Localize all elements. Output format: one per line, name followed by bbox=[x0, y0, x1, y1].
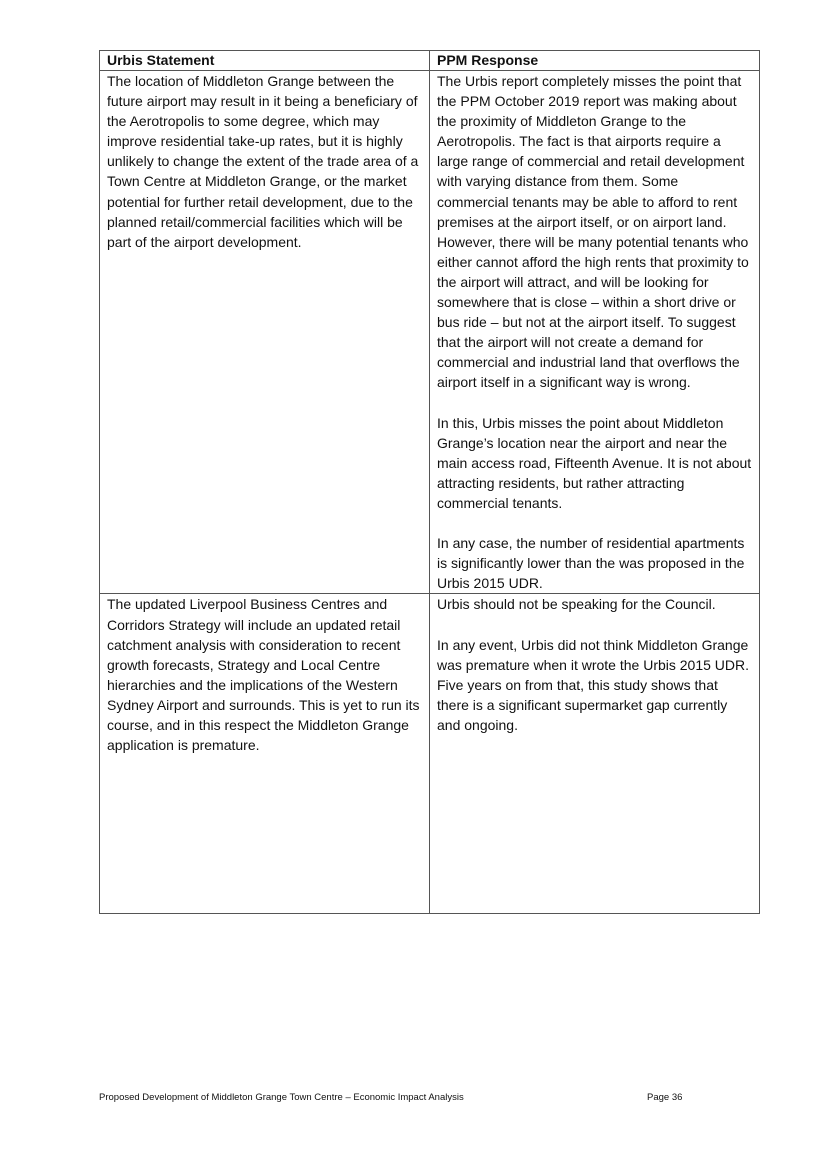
response-paragraph: In any event, Urbis did not think Middleton Grange was premature when it wrote the Urbis 2015 UDR. Five years on from that, this study shows that there is a significant supermarket gap currently and ongoing. bbox=[437, 636, 750, 733]
ppm-response-cell bbox=[430, 71, 760, 594]
response-paragraph: In any case, the number of residential apartments is significantly lower than the was proposed in the Urbis 2015 UDR. bbox=[437, 535, 745, 592]
response-paragraph: Urbis should not be speaking for the Council. bbox=[437, 596, 716, 613]
response-paragraph: The Urbis report completely misses the point that the PPM October 2019 report was making about the proximity of Middleton Grange to the Aerotropolis. The fact is that airports require a large range of commercial and retail development with varying distance from them. Some commercial tenants may be able to afford to rent premises at the airport itself, or on airport land. However, there will be many potential tenants who either cannot afford the high rents that proximity to the airport will attract, and will be looking for somewhere that is close – within a short drive or bus ride – but not at the airport itself. To suggest that the airport will not create a demand for commercial and industrial land that overflows the airport itself in a significant way is wrong. bbox=[437, 73, 749, 391]
response-paragraph: In this, Urbis misses the point about Middleton Grange’s location near the airport and near the main access road, Fifteenth Avenue. It is not about attracting residents, but rather attracting commercial tenants. bbox=[437, 414, 752, 511]
footer-document-title: Proposed Development of Middleton Grange Town Centre – Economic Impact Analysis bbox=[99, 1092, 464, 1103]
footer-page-number: Page 36 bbox=[647, 1092, 683, 1103]
table-header-row bbox=[100, 51, 760, 71]
urbis-statement-cell: The updated Liverpool Business Centres and Corridors Strategy will include an updated retail catchment analysis with consideration to recent growth forecasts, Strategy and Local Centre hierarchies and the implications of the Western Sydney Airport and surrounds. This is yet to run its course, and in this respect the Middleton Grange application is premature. bbox=[100, 594, 430, 914]
table-row bbox=[100, 594, 760, 914]
urbis-statement-cell: The location of Middleton Grange between the future airport may result in it being a beneficiary of the Aerotropolis to some degree, which may improve residential take-up rates, but it is highly unlikely to change the extent of the trade area of a Town Centre at Middleton Grange, or the market potential for further retail development, due to the planned retail/commercial facilities which will be part of the airport development. bbox=[100, 71, 430, 594]
comparison-table bbox=[99, 50, 760, 914]
header-ppm-response: PPM Response bbox=[430, 51, 760, 71]
header-urbis-statement: Urbis Statement bbox=[100, 51, 430, 71]
table-row bbox=[100, 71, 760, 594]
ppm-response-cell bbox=[430, 594, 760, 914]
